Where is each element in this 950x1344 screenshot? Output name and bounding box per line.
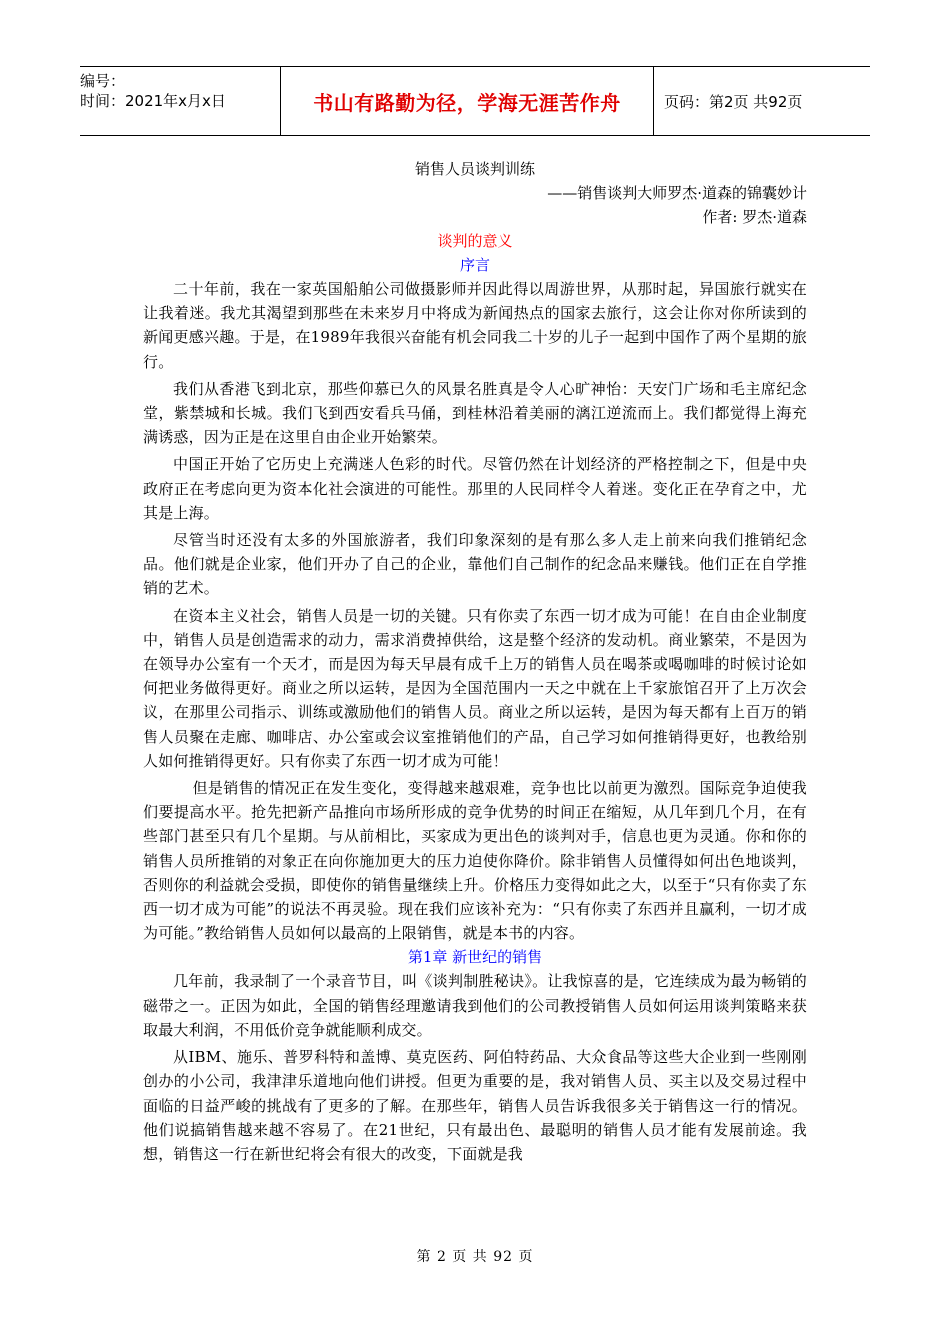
paragraph: 从IBM、施乐、普罗科特和盖博、莫克医药、阿伯特药品、大众食品等这些大企业到一些刚刚创办的小公司，我津津乐道地向他们讲授。但更为重要的是，我对销售人员、买主以及交易过程中面临的日益严峻的挑战有了更多的了解。在那些年，销售人员告诉我很多关于销售这一行的情况。他们说搞销售越来越不容易了。在21世纪，只有最出色、最聪明的销售人员才能有发展前途。我想，销售这一行在新世纪将会有很大的改变，下面就是我: [143, 1048, 807, 1163]
paragraph: 我们从香港飞到北京，那些仰慕已久的风景名胜真是令人心旷神怡：天安门广场和毛主席纪念堂，紫禁城和长城。我们飞到西安看兵马俑，到桂林沿着美丽的漓江逆流而上。我们都觉得上海充满诱惑，因为正是在这里自由企业开始繁荣。: [143, 379, 807, 447]
document-date-label: 时间：2021年x月x日: [80, 92, 226, 110]
document-body: [143, 157, 807, 1166]
paragraph: 二十年前，我在一家英国船舶公司做摄影师并因此得以周游世界，从那时起，异国旅行就实在让我着迷。我尤其渴望到那些在未来岁月中将成为新闻热点的国家去旅行，这会让你对你所读到的新闻更感兴趣。于是，在1989年我很兴奋能有机会同我二十岁的儿子一起到中国作了两个星期的旅行。: [143, 280, 807, 371]
page-footer: 第 2 页 共 92 页: [416, 1249, 534, 1265]
document-number-label: 编号：: [80, 72, 126, 90]
document-subtitle: ——销售谈判大师罗杰·道森的锦囊妙计: [547, 184, 807, 202]
section-heading: 谈判的意义: [437, 232, 513, 250]
paragraph: 中国正开始了它历史上充满迷人色彩的时代。尽管仍然在计划经济的严格控制之下，但是中央政府正在考虑向更为资本化社会演进的可能性。那里的人民同样令人着迷。变化正在孕育之中，尤其是上海。: [143, 455, 807, 522]
preface-heading: 序言: [459, 256, 490, 274]
document-author: 作者: 罗杰·道森: [702, 208, 807, 226]
header-motto: 书山有路勤为径，学海无涯苦作舟: [280, 67, 654, 135]
document-title: 销售人员谈判训练: [414, 160, 535, 178]
header-page-number: 页码：第2页 共92页: [664, 92, 803, 111]
page-header: [80, 66, 870, 136]
paragraph: 尽管当时还没有太多的外国旅游者，我们印象深刻的是有那么多人走上前来向我们推销纪念品。他们就是企业家，他们开办了自己的企业，靠他们自己制作的纪念品来赚钱。他们正在自学推销的艺术。: [143, 531, 807, 598]
header-meta: [80, 67, 280, 135]
paragraph: 几年前，我录制了一个录音节目，叫《谈判制胜秘诀》。让我惊喜的是，它连续成为最为畅销的磁带之一。正因为如此，全国的销售经理邀请我到他们的公司教授销售人员如何运用谈判策略来获取最大利润，不用低价竞争就能顺利成交。: [143, 972, 807, 1039]
chapter-heading: 第1章 新世纪的销售: [407, 948, 543, 967]
paragraph: 在资本主义社会，销售人员是一切的关键。只有你卖了东西一切才成为可能！在自由企业制度中，销售人员是创造需求的动力，需求消费掉供给，这是整个经济的发动机。商业繁荣，不是因为在领导办公室有一个天才，而是因为每天早晨有成千上万的销售人员在喝茶或喝咖啡的时候讨论如何把业务做得更好。商业之所以运转，是因为全国范围内一天之中就在上千家旅馆召开了上万次会议，在那里公司指示、训练或激励他们的销售人员。商业之所以运转，是因为每天都有上百万的销售人员聚在走廊、咖啡店、办公室或会议室推销他们的产品，自己学习如何推销得更好，也教给别人如何推销得更好。只有你卖了东西一切才成为可能！: [143, 606, 807, 770]
paragraph: 但是销售的情况正在发生变化，变得越来越艰难，竞争也比以前更为激烈。国际竞争迫使我们要提高水平。抢先把新产品推向市场所形成的竞争优势的时间正在缩短，从几年到几个月，在有些部门甚至只有几个星期。与从前相比，买家成为更出色的谈判对手，信息也更为灵通。你和你的销售人员所推销的对象正在向你施加更大的压力迫使你降价。除非销售人员懂得如何出色地谈判，否则你的利益就会受损，即使你的销售量继续上升。价格压力变得如此之大，以至于“只有你卖了东西一切才成为可能”的说法不再灵验。现在我们应该补充为：“只有你卖了东西并且赢利，一切才成为可能。”教给销售人员如何以最高的上限销售，就是本书的内容。: [143, 779, 807, 943]
